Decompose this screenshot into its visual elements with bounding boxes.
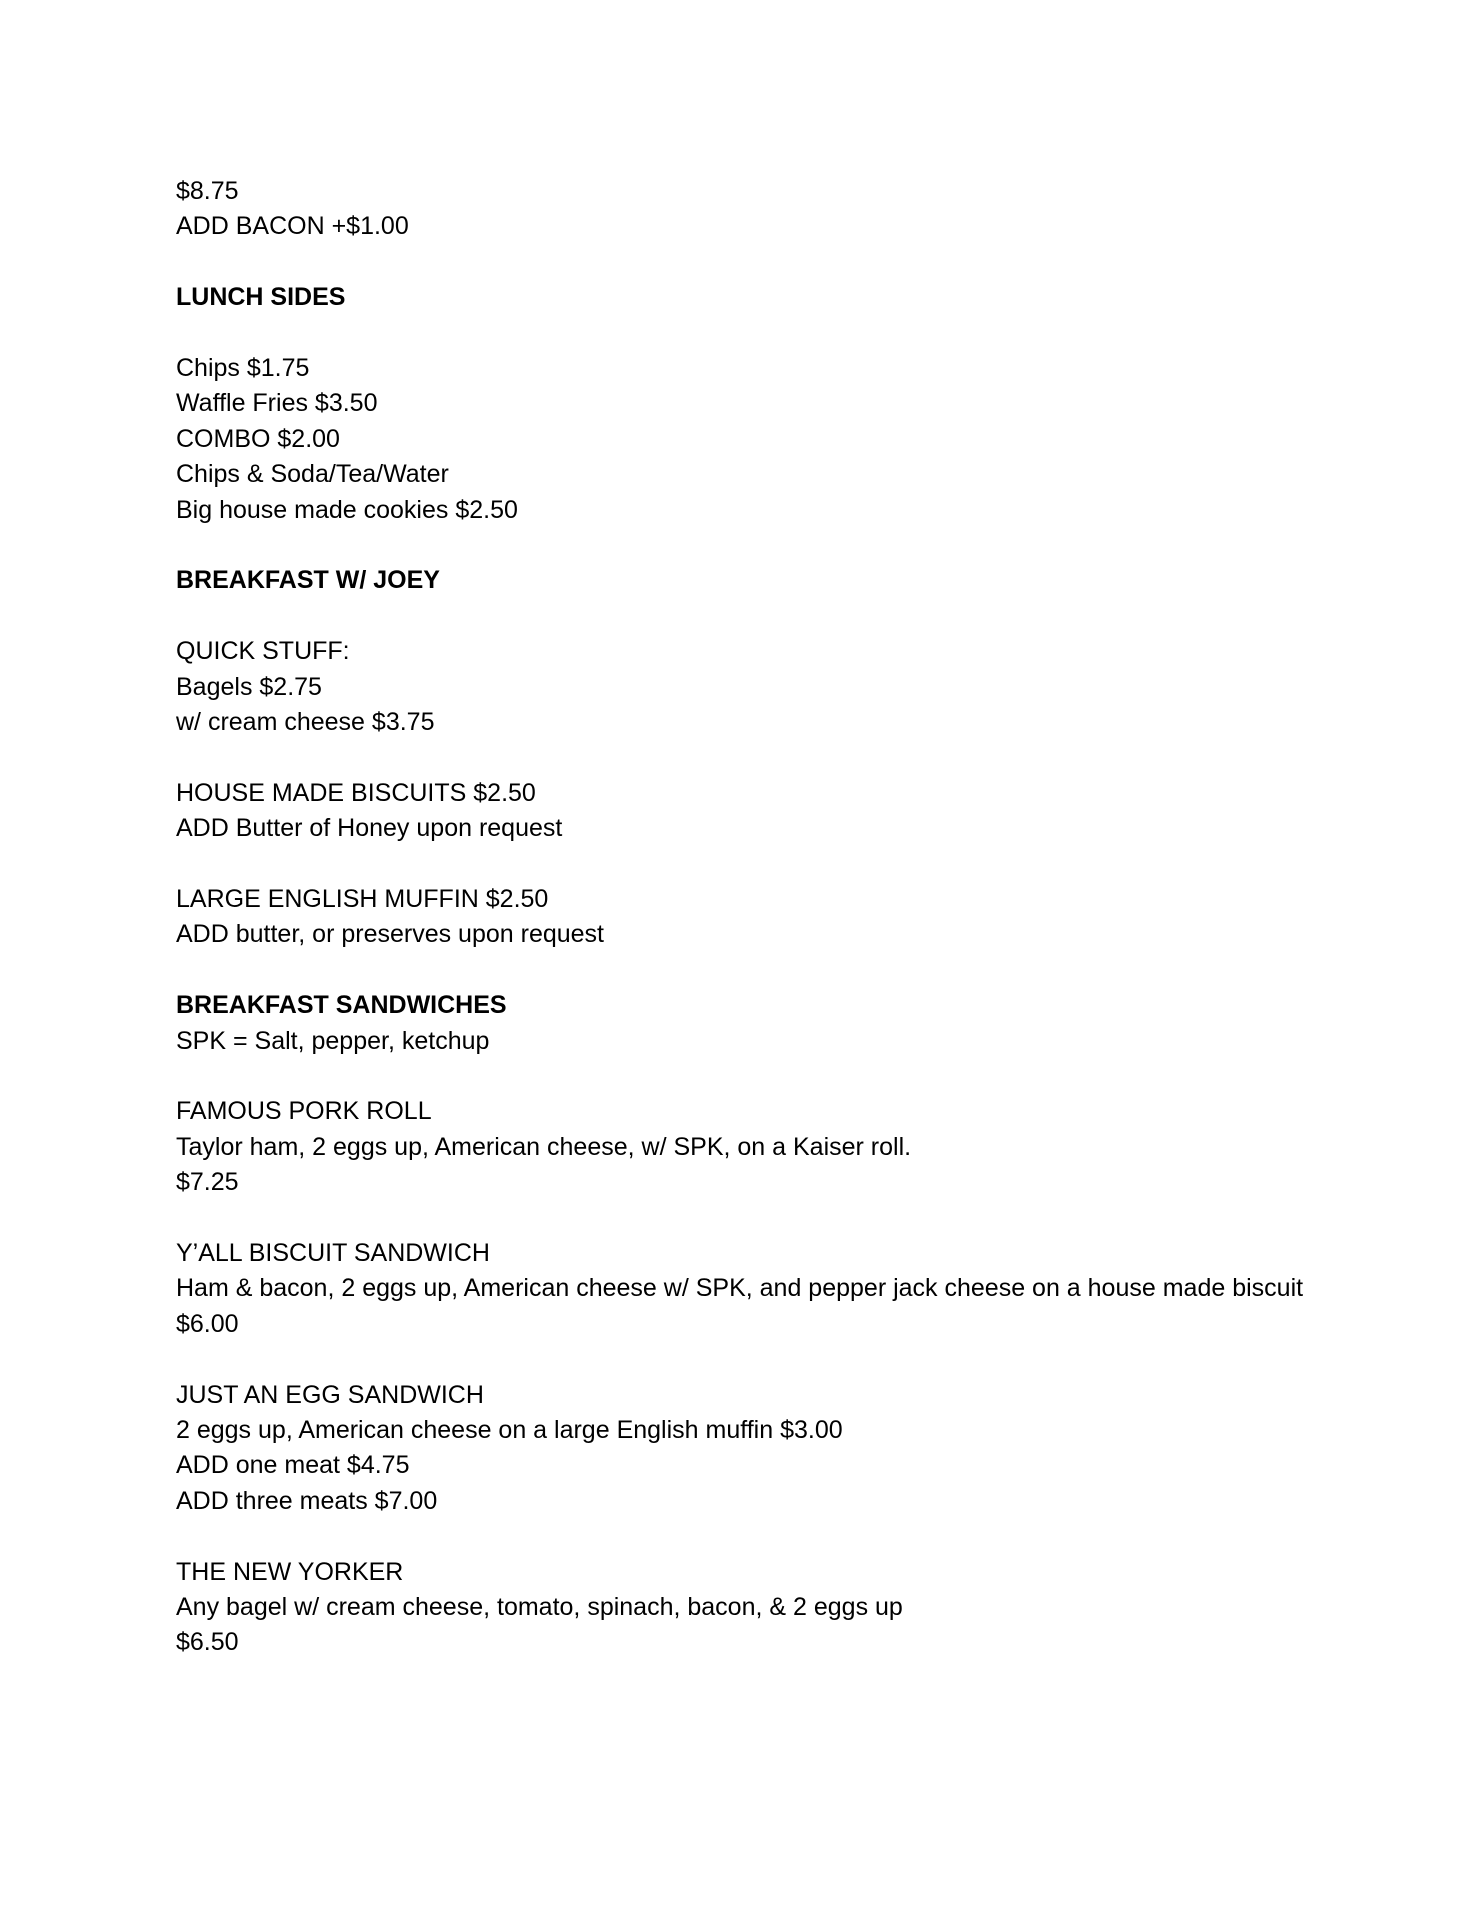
menu-line: Chips $1.75	[176, 354, 310, 382]
blank-line	[176, 599, 1356, 634]
menu-line: 2 eggs up, American cheese on a large English muffin $3.00	[176, 1416, 843, 1445]
section-heading: BREAKFAST SANDWICHES	[176, 991, 507, 1020]
blank-line	[176, 316, 1356, 351]
menu-line: Taylor ham, 2 eggs up, American cheese, w/ SPK, on a Kaiser roll.	[176, 1132, 912, 1161]
menu-line: QUICK STUFF:	[176, 637, 350, 666]
menu-line: HOUSE MADE BISCUITS $2.50	[176, 778, 536, 807]
blank-line	[176, 847, 1356, 882]
blank-line	[176, 1059, 1356, 1094]
menu-line: Waffle Fries $3.50	[176, 389, 378, 418]
menu-line: Chips & Soda/Tea/Water	[176, 460, 449, 489]
menu-line: COMBO $2.00	[176, 424, 340, 453]
blank-line	[176, 740, 1356, 775]
menu-line: THE NEW YORKER	[176, 1557, 404, 1586]
menu-line: JUST AN EGG SANDWICH	[176, 1380, 484, 1409]
menu-line: Y’ALL BISCUIT SANDWICH	[176, 1239, 490, 1268]
menu-page	[176, 174, 1356, 1661]
menu-line: Any bagel w/ cream cheese, tomato, spinach, bacon, & 2 eggs up	[176, 1593, 903, 1622]
blank-line	[176, 1519, 1356, 1554]
menu-line: ADD Butter of Honey upon request	[176, 814, 563, 843]
menu-line: Ham & bacon, 2 eggs up, American cheese w/ SPK, and pepper jack cheese on a house made biscuit	[176, 1274, 1304, 1303]
blank-line	[176, 1201, 1356, 1236]
blank-line	[176, 528, 1356, 563]
section-heading: LUNCH SIDES	[176, 283, 346, 312]
menu-line: ADD butter, or preserves upon request	[176, 920, 605, 949]
menu-line: w/ cream cheese $3.75	[176, 708, 435, 737]
menu-line: ADD BACON +$1.00	[176, 212, 409, 241]
section-heading: BREAKFAST W/ JOEY	[176, 566, 440, 595]
menu-line: $6.00	[176, 1309, 239, 1338]
menu-line: SPK = Salt, pepper, ketchup	[176, 1026, 490, 1055]
blank-line	[176, 953, 1356, 988]
blank-line	[176, 1342, 1356, 1377]
menu-line: $7.25	[176, 1168, 239, 1197]
menu-line: ADD three meats $7.00	[176, 1486, 438, 1515]
blank-line	[176, 245, 1356, 280]
menu-line: FAMOUS PORK ROLL	[176, 1097, 432, 1126]
menu-line: $6.50	[176, 1628, 239, 1657]
menu-line: ADD one meat $4.75	[176, 1451, 410, 1480]
menu-line: $8.75	[176, 177, 239, 205]
menu-line: Bagels $2.75	[176, 672, 322, 701]
menu-line: Big house made cookies $2.50	[176, 495, 518, 524]
menu-line: LARGE ENGLISH MUFFIN $2.50	[176, 885, 549, 914]
